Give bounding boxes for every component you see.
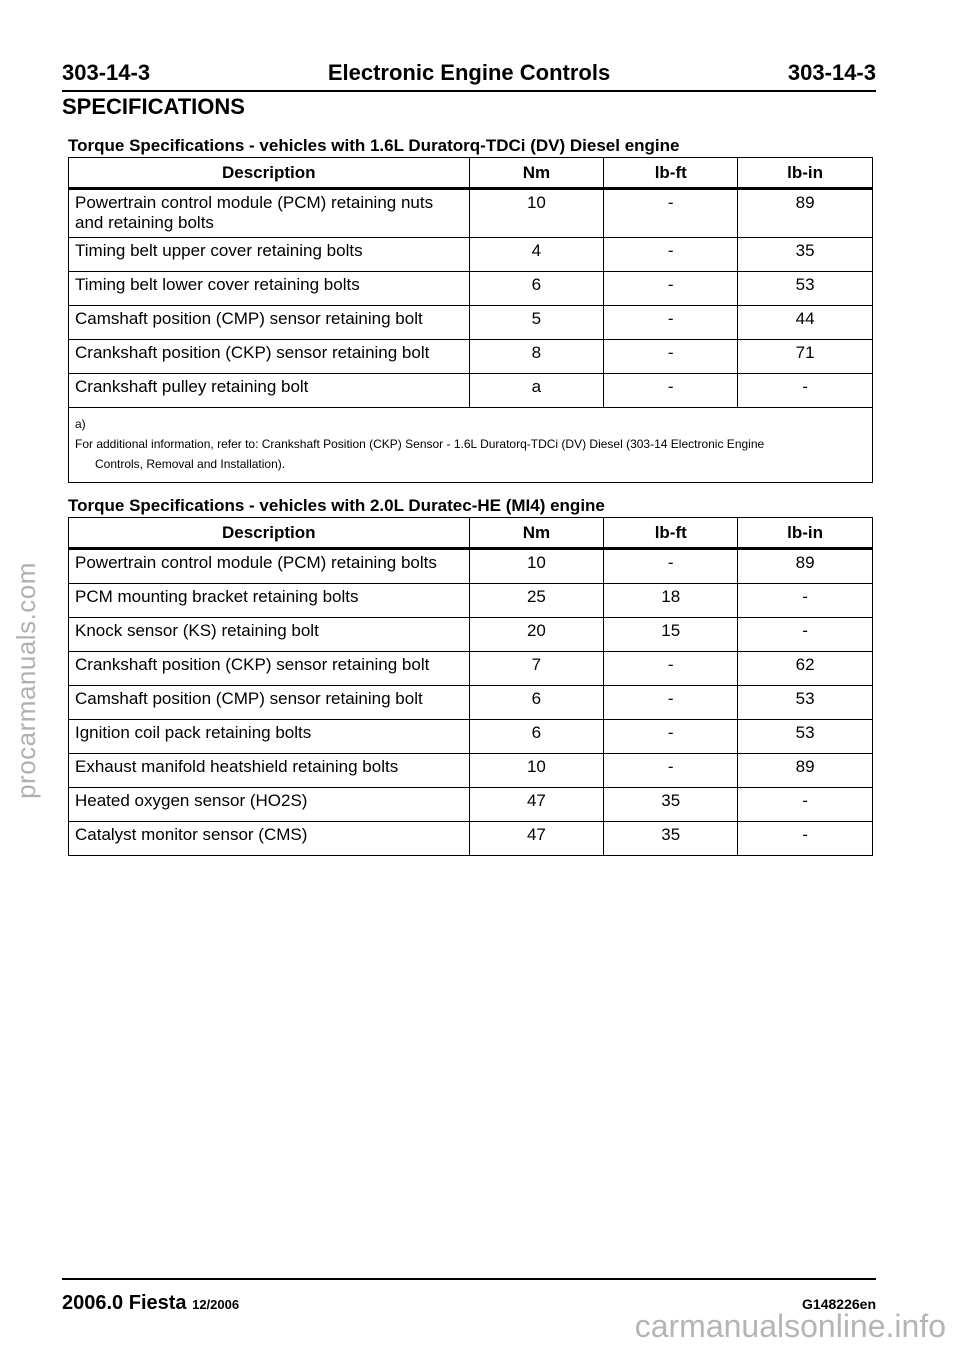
col-header-lb-in: lb-in: [738, 158, 873, 189]
header-section-number-right: 303-14-3: [787, 60, 876, 85]
torque-spec-table-1-6l: [68, 157, 873, 483]
cell-lb-in: -: [738, 822, 873, 856]
cell-description: Ignition coil pack retaining bolts: [69, 720, 470, 754]
cell-nm: 8: [469, 340, 604, 374]
col-header-nm: Nm: [469, 518, 604, 549]
table-row: [69, 272, 873, 306]
cell-lb-in: 53: [738, 272, 873, 306]
side-watermark-text: procarmanuals.com: [10, 561, 41, 799]
cell-description: Exhaust manifold heatshield retaining bolts: [69, 754, 470, 788]
cell-description: Powertrain control module (PCM) retaining nuts and retaining bolts: [69, 189, 470, 238]
page-footer: [62, 1278, 876, 1314]
table-row: [69, 686, 873, 720]
cell-lb-ft: -: [604, 238, 738, 272]
cell-lb-in: 62: [738, 652, 873, 686]
cell-nm: 10: [469, 549, 604, 584]
col-header-lb-in: lb-in: [738, 518, 873, 549]
cell-lb-in: 44: [738, 306, 873, 340]
table-row: [69, 340, 873, 374]
cell-description: PCM mounting bracket retaining bolts: [69, 584, 470, 618]
footer-model-name: 2006.0 Fiesta: [62, 1292, 187, 1314]
cell-lb-in: -: [738, 788, 873, 822]
cell-lb-ft: -: [604, 374, 738, 408]
cell-lb-in: 53: [738, 686, 873, 720]
header-chapter-title: Electronic Engine Controls: [327, 60, 611, 85]
footnote-label: a): [75, 417, 86, 431]
cell-lb-in: 89: [738, 189, 873, 238]
cell-description: Camshaft position (CMP) sensor retaining bolt: [69, 306, 470, 340]
footnote-cell: [69, 408, 873, 483]
footer-document-code: G148226en: [802, 1296, 876, 1312]
col-header-nm: Nm: [469, 158, 604, 189]
cell-lb-ft: 15: [604, 618, 738, 652]
cell-lb-in: 89: [738, 754, 873, 788]
col-header-lb-ft: lb-ft: [604, 158, 738, 189]
cell-nm: 25: [469, 584, 604, 618]
section-title: SPECIFICATIONS: [62, 94, 245, 119]
table-row: [69, 549, 873, 584]
col-header-description: Description: [69, 518, 470, 549]
cell-nm: 10: [469, 189, 604, 238]
table-row: [69, 618, 873, 652]
header-section-number-left: 303-14-3: [62, 60, 151, 85]
table-row: [69, 584, 873, 618]
col-header-description: Description: [69, 158, 470, 189]
cell-description: Crankshaft pulley retaining bolt: [69, 374, 470, 408]
cell-lb-ft: 18: [604, 584, 738, 618]
cell-description: Timing belt lower cover retaining bolts: [69, 272, 470, 306]
cell-nm: 6: [469, 686, 604, 720]
cell-lb-ft: -: [604, 652, 738, 686]
cell-nm: 4: [469, 238, 604, 272]
cell-nm: 10: [469, 754, 604, 788]
cell-nm: 7: [469, 652, 604, 686]
table2-title: Torque Specifications - vehicles with 2.0L Duratec-HE (MI4) engine: [68, 496, 605, 515]
cell-nm: a: [469, 374, 604, 408]
cell-lb-in: 71: [738, 340, 873, 374]
cell-lb-ft: -: [604, 189, 738, 238]
side-watermark: [6, 560, 46, 800]
cell-lb-ft: -: [604, 549, 738, 584]
footnote-row: [69, 408, 873, 483]
table-row: [69, 306, 873, 340]
footnote-text-line2: Controls, Removal and Installation).: [95, 457, 286, 471]
cell-description: Camshaft position (CMP) sensor retaining bolt: [69, 686, 470, 720]
table-row: [69, 720, 873, 754]
cell-lb-in: -: [738, 618, 873, 652]
table-row: [69, 788, 873, 822]
footer-date: 12/2006: [192, 1297, 240, 1312]
cell-nm: 47: [469, 788, 604, 822]
table-row: [69, 754, 873, 788]
table-header-row: [69, 518, 873, 549]
cell-description: Powertrain control module (PCM) retaining bolts: [69, 549, 470, 584]
table-row: [69, 189, 873, 238]
cell-lb-ft: -: [604, 754, 738, 788]
cell-lb-in: -: [738, 584, 873, 618]
cell-lb-in: 53: [738, 720, 873, 754]
cell-lb-ft: -: [604, 306, 738, 340]
cell-nm: 20: [469, 618, 604, 652]
cell-lb-ft: -: [604, 272, 738, 306]
cell-nm: 6: [469, 272, 604, 306]
cell-description: Knock sensor (KS) retaining bolt: [69, 618, 470, 652]
cell-lb-in: 35: [738, 238, 873, 272]
cell-lb-ft: 35: [604, 788, 738, 822]
cell-lb-ft: -: [604, 686, 738, 720]
col-header-lb-ft: lb-ft: [604, 518, 738, 549]
cell-nm: 47: [469, 822, 604, 856]
cell-lb-in: -: [738, 374, 873, 408]
cell-description: Heated oxygen sensor (HO2S): [69, 788, 470, 822]
page-header: [62, 60, 876, 92]
footnote-text-line1: For additional information, refer to: Crankshaft Position (CKP) Sensor - 1.6L Duratorq-TDCi (DV) Diesel (303-14 Electronic Engine: [75, 437, 765, 451]
table-row: [69, 652, 873, 686]
table-row: [69, 822, 873, 856]
table-row: [69, 238, 873, 272]
cell-description: Timing belt upper cover retaining bolts: [69, 238, 470, 272]
cell-lb-ft: -: [604, 720, 738, 754]
bottom-watermark: carmanualsonline.info: [634, 1308, 946, 1344]
cell-lb-ft: 35: [604, 822, 738, 856]
cell-description: Catalyst monitor sensor (CMS): [69, 822, 470, 856]
cell-lb-ft: -: [604, 340, 738, 374]
table-row: [69, 374, 873, 408]
cell-nm: 6: [469, 720, 604, 754]
cell-description: Crankshaft position (CKP) sensor retaining bolt: [69, 652, 470, 686]
table-header-row: [69, 158, 873, 189]
torque-spec-table-2-0l: [68, 517, 873, 856]
cell-lb-in: 89: [738, 549, 873, 584]
table1-title: Torque Specifications - vehicles with 1.6L Duratorq-TDCi (DV) Diesel engine: [68, 136, 680, 155]
cell-nm: 5: [469, 306, 604, 340]
cell-description: Crankshaft position (CKP) sensor retaining bolt: [69, 340, 470, 374]
footer-model: [62, 1292, 239, 1315]
footnote-text: [75, 434, 866, 474]
